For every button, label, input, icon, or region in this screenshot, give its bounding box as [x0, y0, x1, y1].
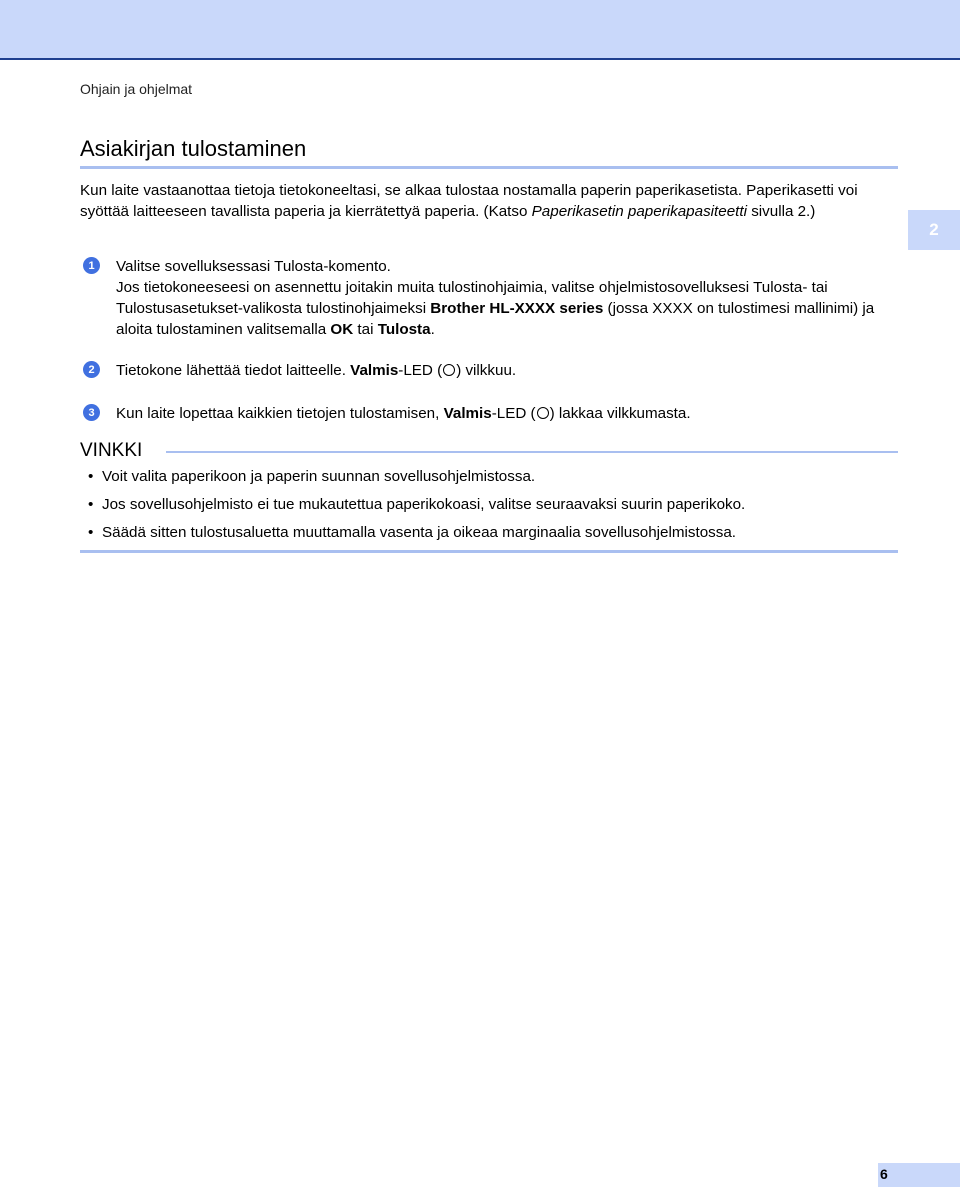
step-1-text — [116, 256, 900, 340]
step-2-end: ) vilkkuu. — [456, 362, 517, 379]
step-2-led: -LED ( — [398, 362, 443, 379]
step-3-text — [116, 403, 900, 424]
title-rule — [80, 166, 898, 169]
page-header-band — [0, 0, 960, 60]
intro-paragraph — [80, 180, 900, 222]
step-1-marker: 1 — [83, 257, 100, 274]
chapter-tab: 2 — [908, 210, 960, 250]
note-item: • Säädä sitten tulostusaluetta muuttamalla vasenta ja oikeaa marginaalia sovellusohjelmistossa. — [80, 522, 900, 543]
step-1-line: Valitse sovelluksessasi Tulosta-komento. — [116, 258, 391, 275]
step-2-marker: 2 — [83, 361, 100, 378]
ready-label: Valmis — [443, 405, 492, 422]
step-3-part: Kun laite lopettaa kaikkien tietojen tulostamisen, — [116, 405, 444, 422]
intro-text-end: sivulla 2.) — [746, 203, 816, 220]
led-icon — [537, 407, 549, 419]
note-list — [80, 466, 900, 550]
step-1-detail: Jos tietokoneeseesi on asennettu joitakin muita tulostinohjaimia, valitse ohjelmistosovelluksesi Tulosta- tai Tulostusasetukset-valikosta tulostinohjaimeksi — [116, 279, 828, 317]
step-1-or: tai — [353, 321, 378, 338]
driver-name: Brother HL-XXXX series — [430, 300, 604, 317]
intro-text: Kun laite vastaanottaa tietoja tietokoneeltasi, se alkaa tulostaa nostamalla paperin paperikasetista. Paperikasetti voi syöttää laitteeseen tavallista paperia ja kierrätettyä paperia. (Katso — [80, 182, 858, 220]
ready-label: Valmis — [350, 362, 399, 379]
section-title: Asiakirjan tulostaminen — [80, 136, 307, 161]
led-icon — [443, 364, 455, 376]
note-item: • Jos sovellusohjelmisto ei tue mukautettua paperikokoasi, valitse seuraavaksi suurin paperikoko. — [80, 494, 900, 515]
note-heading: VINKKI — [80, 440, 143, 461]
note-item: • Voit valita paperikoon ja paperin suunnan sovellusohjelmistossa. — [80, 466, 900, 487]
ok-label: OK — [330, 321, 354, 338]
note-heading-rule — [166, 451, 898, 453]
step-2-part: Tietokone lähettää tiedot laitteelle. — [116, 362, 351, 379]
intro-reference-link[interactable]: Paperikasetin paperikapasiteetti — [531, 203, 747, 220]
page-number-tab — [878, 1163, 960, 1187]
step-1-end: . — [430, 321, 435, 338]
note-end-rule — [80, 550, 898, 553]
step-2-text — [116, 360, 900, 381]
step-3-led: -LED ( — [491, 405, 536, 422]
breadcrumb: Ohjain ja ohjelmat — [80, 81, 193, 97]
step-3-marker: 3 — [83, 404, 100, 421]
step-1-detail-cont: (jossa XXXX on tulostimesi mallinimi) ja aloita tulostaminen valitsemalla — [116, 300, 875, 338]
page-number: 6 — [880, 1166, 888, 1182]
print-label: Tulosta — [377, 321, 431, 338]
step-3-end: ) lakkaa vilkkumasta. — [549, 405, 691, 422]
